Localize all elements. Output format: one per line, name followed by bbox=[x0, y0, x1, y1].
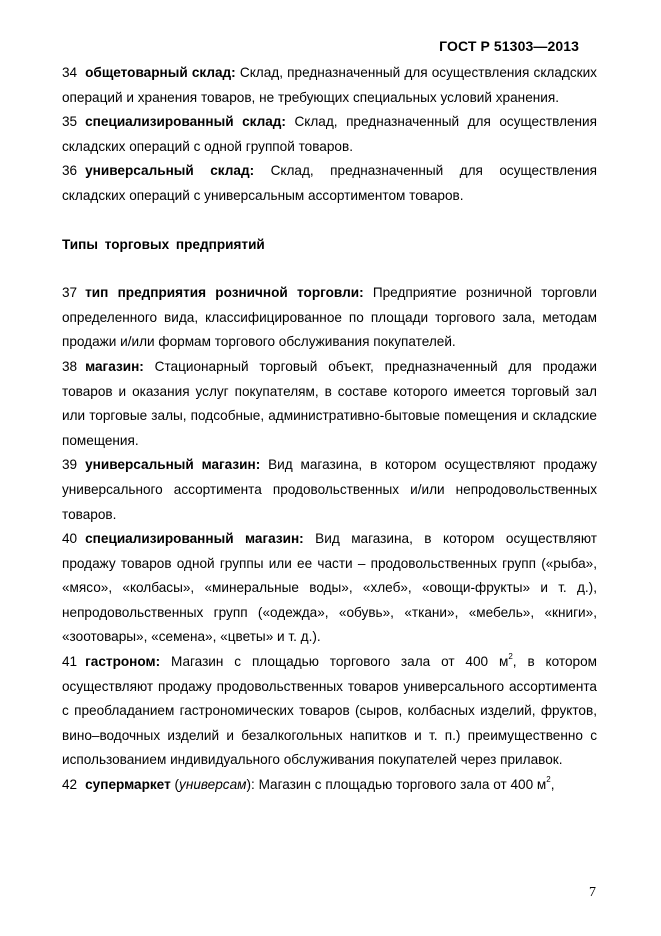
term-entry-41 bbox=[62, 650, 597, 773]
term-entry-34 bbox=[62, 61, 597, 110]
term-name: универсальный склад: bbox=[85, 163, 255, 179]
term-name: специализированный магазин: bbox=[85, 531, 304, 547]
term-definition: Предприятие розничной торговли определенного вида, классифицированное по площади торгового зала, методам продажи и/или формам торгового обслуживания покупателей. bbox=[62, 285, 597, 350]
term-definition: Вид магазина, в котором осуществляют продажу универсального ассортимента продовольственных и/или непродовольственных товаров. bbox=[62, 457, 598, 522]
document-header: ГОСТ Р 51303—2013 bbox=[439, 38, 579, 54]
term-definition-cont: , bbox=[550, 777, 555, 793]
term-number: 35 bbox=[62, 114, 78, 130]
term-number: 36 bbox=[62, 163, 78, 179]
term-definition: Вид магазина, в котором осуществляют продажу товаров одной группы или ее части – продовольственных групп («рыба», «мясо», «колбасы», «минеральные воды», «хлеб», «овощи-фрукты» и т. д.), непродовольственных групп («одежда», «обувь», «ткани», «мебель», «книги», «зоотовары», «семена», «цветы» и т. д.). bbox=[62, 531, 597, 645]
term-entry-38 bbox=[62, 355, 597, 453]
document-body bbox=[62, 61, 597, 798]
superscript: 2 bbox=[508, 652, 513, 662]
term-entry-42 bbox=[62, 773, 597, 798]
term-entry-39 bbox=[62, 453, 597, 527]
term-name: общетоварный склад: bbox=[85, 65, 236, 80]
term-number: 40 bbox=[62, 531, 78, 547]
term-number: 39 bbox=[62, 457, 78, 473]
term-definition-cont: , в котором осуществляют продажу продовольственных товаров универсального ассортимента с преобладанием гастрономических товаров (сыров, колбасных изделий, фруктов, вино–водочных изделий и безалкогольных напитков и т. п.) преимущественно с использованием индивидуального обслуживания покупателей через прилавок. bbox=[62, 654, 598, 768]
term-entry-35 bbox=[62, 110, 597, 159]
term-definition: Магазин с площадью торгового зала от 400 м bbox=[254, 777, 547, 793]
term-entry-36 bbox=[62, 159, 597, 208]
term-name: специализированный склад: bbox=[85, 114, 286, 130]
paren-open: ( bbox=[170, 777, 180, 793]
section-title: Типы торговых предприятий bbox=[62, 236, 265, 252]
term-definition: Магазин с площадью торгового зала от 400 м bbox=[160, 654, 509, 670]
page-number: 7 bbox=[589, 885, 596, 900]
term-name: гастроном: bbox=[85, 654, 161, 670]
term-name: магазин: bbox=[85, 358, 144, 374]
superscript: 2 bbox=[546, 775, 551, 785]
term-definition: Склад, предназначенный для осуществления складских операций с одной группой товаров. bbox=[62, 114, 597, 154]
term-number: 34 bbox=[62, 65, 78, 80]
term-synonym: универсам bbox=[179, 777, 247, 793]
term-number: 38 bbox=[62, 358, 78, 374]
term-definition: Склад, предназначенный для осуществления складских операций и хранения товаров, не требующих специальных условий хранения. bbox=[62, 65, 597, 105]
paren-close: ): bbox=[246, 777, 255, 793]
term-entry-37 bbox=[62, 281, 597, 355]
term-definition: Стационарный торговый объект, предназначенный для продажи товаров и оказания услуг покупателям, в составе которого имеется торговый зал или торговые залы, подсобные, административно-бытовые помещения и складские помещения. bbox=[62, 358, 597, 448]
term-number: 37 bbox=[62, 285, 78, 301]
term-entry-40 bbox=[62, 527, 597, 650]
term-name: универсальный магазин: bbox=[85, 457, 261, 473]
term-name: супермаркет bbox=[85, 777, 171, 793]
term-number: 41 bbox=[62, 654, 78, 670]
term-definition: Склад, предназначенный для осуществления складских операций с универсальным ассортиментом товаров. bbox=[62, 163, 597, 203]
term-name: тип предприятия розничной торговли: bbox=[85, 285, 364, 301]
term-number: 42 bbox=[62, 777, 78, 793]
